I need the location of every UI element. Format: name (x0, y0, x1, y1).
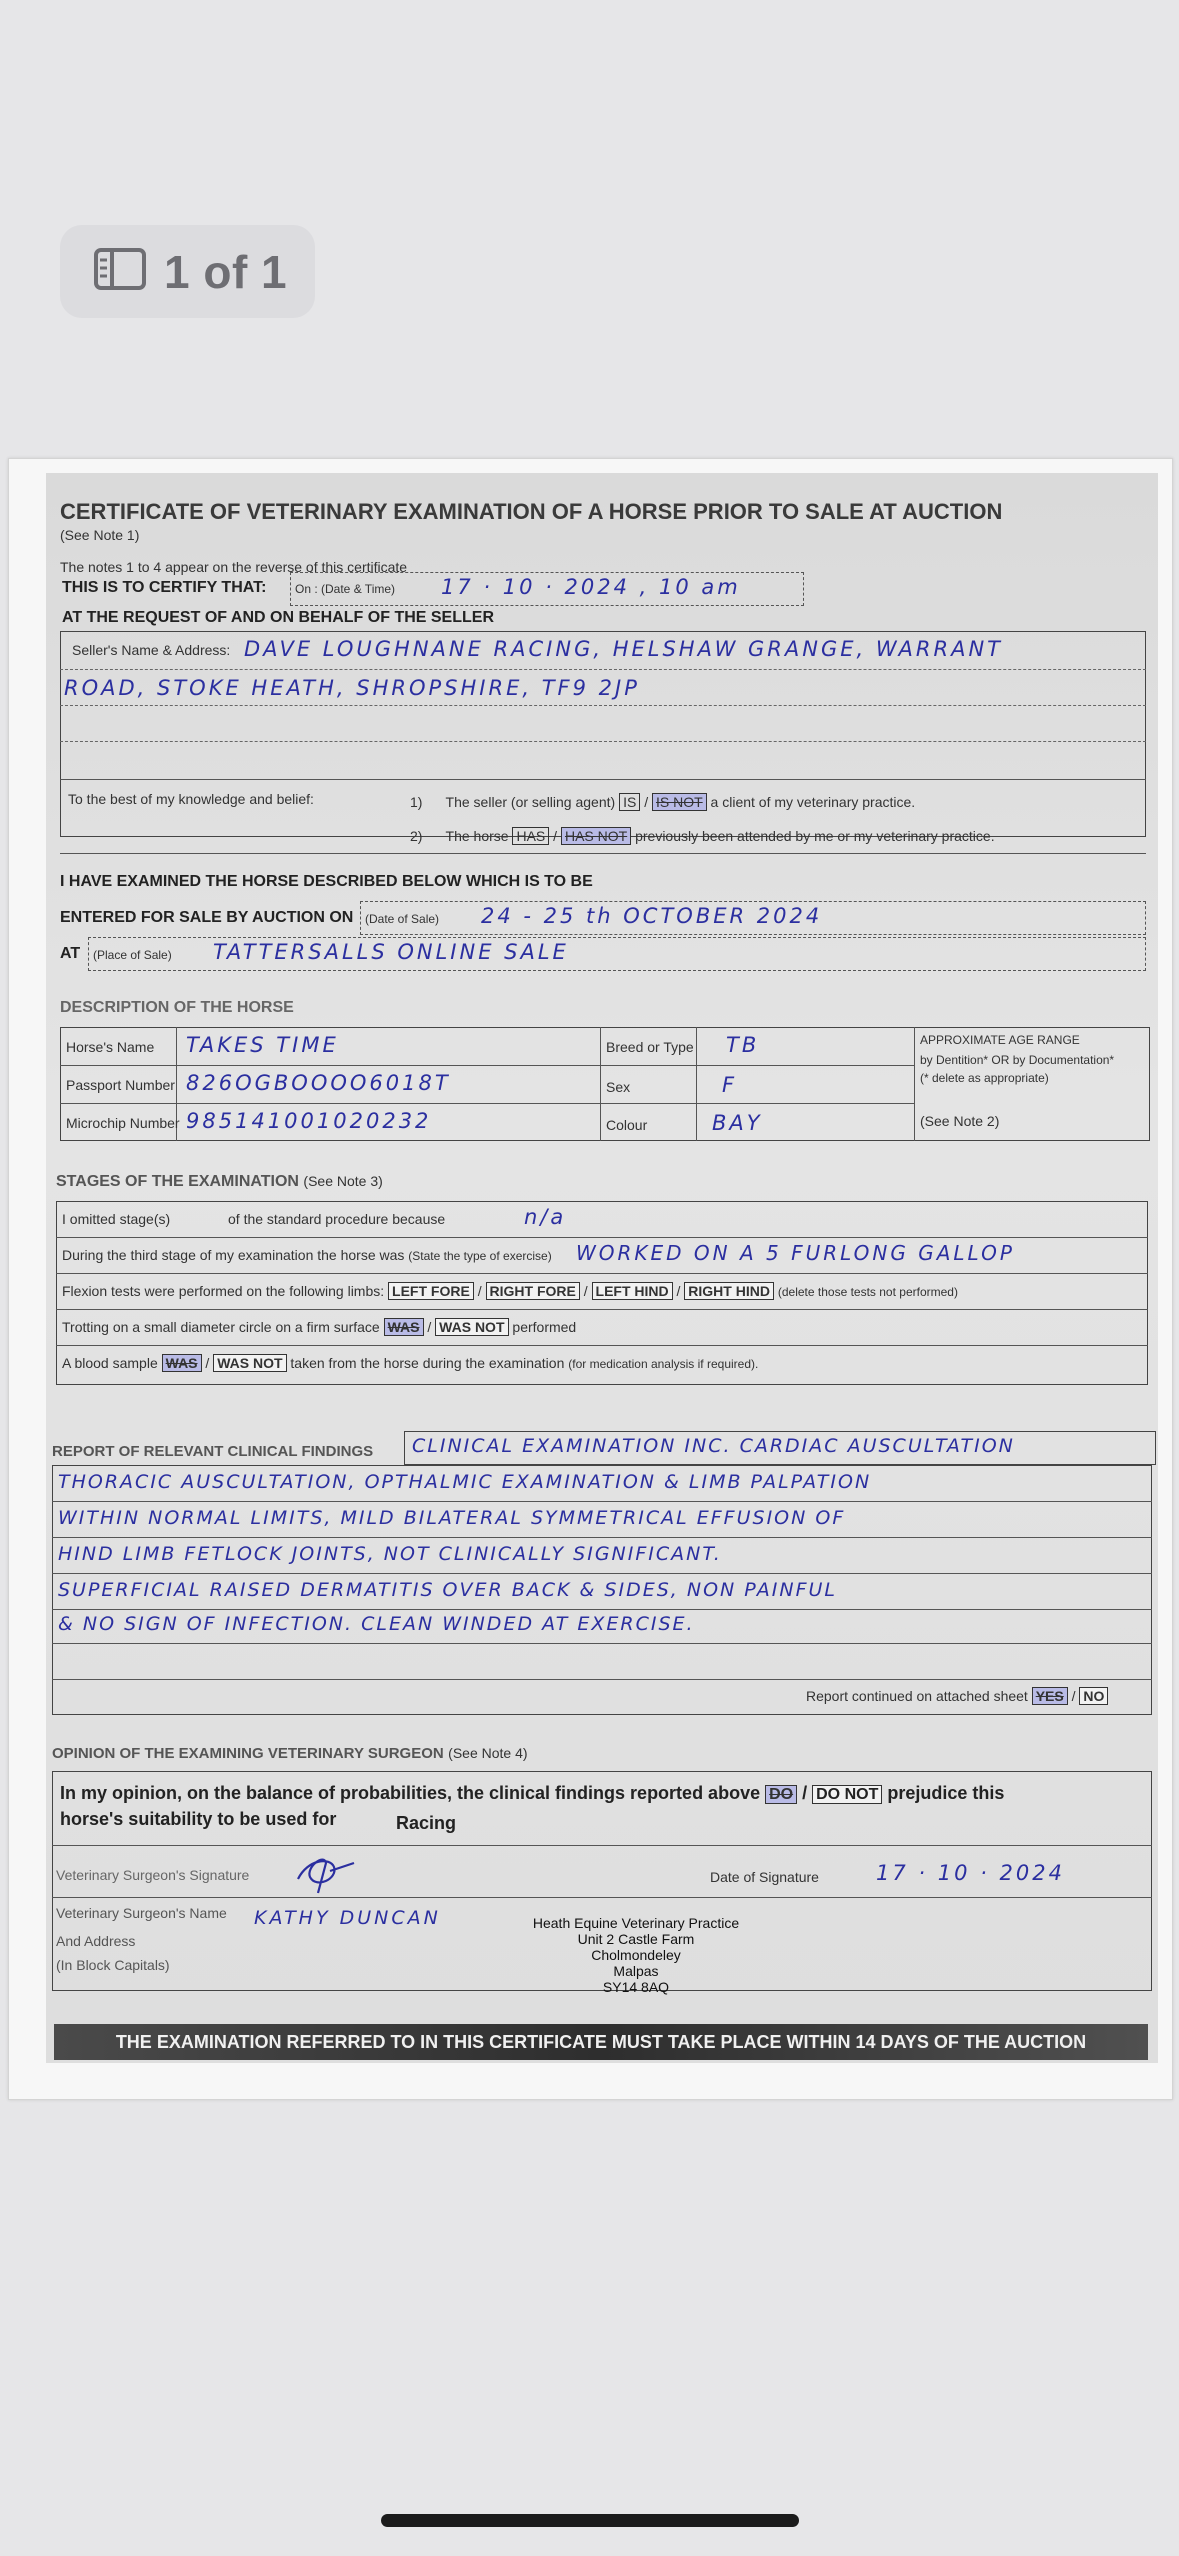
age-range-note: (See Note 2) (920, 1113, 1000, 1129)
opinion-text-line-2: horse's suitability to be used for (60, 1809, 337, 1829)
place-of-sale-label: (Place of Sale) (93, 948, 172, 962)
has-option[interactable]: HAS (512, 827, 549, 845)
page-indicator[interactable] (60, 225, 315, 318)
belief-label: To the best of my knowledge and belief: (68, 791, 314, 807)
practice-address: Heath Equine Veterinary Practice Unit 2 Castle Farm Cholmondeley Malpas SY14 8AQ (532, 1915, 740, 1995)
address-label-2: (In Block Capitals) (56, 1957, 170, 1973)
omitted-label: I omitted stage(s) (62, 1211, 171, 1227)
divider (56, 1273, 1148, 1274)
opinion-text: In my opinion, on the balance of probabilities, the clinical findings reported above DO / DO NOT prejudice this (60, 1783, 1005, 1803)
report-heading: REPORT OF RELEVANT CLINICAL FINDINGS (52, 1443, 374, 1460)
belief-1: 1) The seller (or selling agent) IS / IS NOT a client of my veterinary practice. (410, 794, 916, 810)
divider (600, 1027, 601, 1141)
divider (52, 1679, 1152, 1680)
divider (52, 1501, 1152, 1502)
belief-2: 2) The horse HAS / HAS NOT previously been attended by me or my veterinary practice. (410, 828, 995, 844)
see-note-1: (See Note 1) (60, 527, 140, 543)
divider (56, 1309, 1148, 1310)
divider (60, 779, 1146, 780)
report-line-5: & NO SIGN OF INFECTION. CLEAN WINDED AT EXERCISE. (58, 1613, 695, 1635)
microchip-value: 985141001020232 (186, 1109, 432, 1133)
sex-value: F (722, 1073, 738, 1097)
flexion-row: Flexion tests were performed on the following limbs: LEFT FORE / RIGHT FORE / LEFT HIND / RIGHT HIND (delete those tests not performed) (62, 1283, 958, 1299)
divider (52, 1897, 1152, 1898)
is-not-option[interactable]: IS NOT (652, 793, 707, 811)
third-stage-value: WORKED ON A 5 FURLONG GALLOP (576, 1241, 1015, 1265)
third-stage-label: During the third stage of my examination the horse was (State the type of exercise) (62, 1247, 552, 1263)
certify-label: THIS IS TO CERTIFY THAT: (62, 579, 267, 596)
age-range-line-2: by Dentition* OR by Documentation* (920, 1053, 1115, 1067)
place-of-sale-field (88, 937, 1146, 971)
report-line-3: HIND LIMB FETLOCK JOINTS, NOT CLINICALLY SIGNIFICANT. (58, 1543, 722, 1565)
divider (52, 1573, 1152, 1574)
date-signature-label: Date of Signature (710, 1869, 819, 1885)
opinion-use: Racing (396, 1813, 457, 1833)
age-range-line-3: (* delete as appropriate) (920, 1071, 1049, 1085)
stages-heading: STAGES OF THE EXAMINATION (See Note 3) (56, 1173, 383, 1190)
flex-left-hind[interactable]: LEFT HIND (592, 1282, 673, 1300)
examined-label: I HAVE EXAMINED THE HORSE DESCRIBED BELOW WHICH IS TO BE (60, 873, 593, 890)
microchip-label: Microchip Number (66, 1115, 180, 1131)
passport-label: Passport Number (66, 1077, 175, 1093)
certificate-title: CERTIFICATE OF VETERINARY EXAMINATION OF A HORSE PRIOR TO SALE AT AUCTION (60, 499, 1003, 524)
place-of-sale-value: TATTERSALLS ONLINE SALE (213, 940, 569, 964)
colour-label: Colour (606, 1117, 648, 1133)
divider (52, 1609, 1152, 1610)
sidebar-icon (94, 248, 146, 295)
report-line-1: THORACIC AUSCULTATION, OPTHALMIC EXAMINATION & LIMB PALPATION (58, 1471, 872, 1493)
flex-right-hind[interactable]: RIGHT HIND (684, 1282, 774, 1300)
continued-row: Report continued on attached sheet YES / NO (806, 1688, 1108, 1704)
seller-label: Seller's Name & Address: (72, 642, 231, 658)
omitted-value: n/a (524, 1205, 567, 1229)
date-of-sale-value: 24 - 25 th OCTOBER 2024 (481, 904, 823, 928)
divider (52, 1845, 1152, 1846)
vet-name-value: KATHY DUNCAN (254, 1907, 441, 1929)
age-range-title: APPROXIMATE AGE RANGE (920, 1033, 1080, 1047)
vet-name-label: Veterinary Surgeon's Name (56, 1905, 227, 1921)
divider (60, 669, 1146, 670)
report-line-2: WITHIN NORMAL LIMITS, MILD BILATERAL SYMMETRICAL EFFUSION OF (58, 1507, 846, 1529)
certificate (46, 473, 1158, 2063)
notes-line: The notes 1 to 4 appear on the reverse of this certificate (60, 559, 408, 575)
horse-name-value: TAKES TIME (186, 1033, 339, 1057)
exam-date-value: 17 · 10 · 2024 , 10 am (441, 575, 741, 599)
breed-label: Breed or Type (606, 1039, 694, 1055)
blood-row: A blood sample WAS / WAS NOT taken from the horse during the examination (for medication analysis if required). (62, 1355, 759, 1371)
document-page[interactable] (8, 458, 1173, 2100)
divider (60, 741, 1146, 742)
flex-left-fore[interactable]: LEFT FORE (388, 1282, 474, 1300)
signature-label: Veterinary Surgeon's Signature (56, 1867, 250, 1883)
date-signature-value: 17 · 10 · 2024 (876, 1861, 1065, 1885)
has-not-option[interactable]: HAS NOT (561, 827, 631, 845)
entered-label: ENTERED FOR SALE BY AUCTION ON (60, 909, 354, 926)
date-of-sale-label: (Date of Sale) (365, 912, 440, 926)
omitted-mid: of the standard procedure because (228, 1211, 446, 1227)
trot-was-option[interactable]: WAS (384, 1318, 424, 1336)
divider (60, 1065, 914, 1066)
passport-value: 826OGBOOOO6018T (186, 1071, 451, 1095)
breed-value: TB (726, 1033, 760, 1057)
exam-date-field (290, 572, 804, 606)
continued-no-option[interactable]: NO (1079, 1687, 1108, 1705)
trot-was-not-option[interactable]: WAS NOT (435, 1318, 508, 1336)
seller-line-1: DAVE LOUGHNANE RACING, HELSHAW GRANGE, WARRANT (244, 637, 1004, 661)
opinion-heading: OPINION OF THE EXAMINING VETERINARY SURGEON (See Note 4) (52, 1745, 528, 1762)
is-option[interactable]: IS (619, 793, 640, 811)
divider (696, 1027, 697, 1141)
trotting-row: Trotting on a small diameter circle on a firm surface WAS / WAS NOT performed (62, 1319, 577, 1335)
signature-mark (290, 1849, 360, 1900)
flex-right-fore[interactable]: RIGHT FORE (486, 1282, 580, 1300)
home-indicator[interactable] (381, 2514, 799, 2527)
divider (60, 1103, 914, 1104)
sex-label: Sex (606, 1079, 631, 1095)
date-of-sale-field (360, 901, 1146, 935)
address-label: And Address (56, 1933, 136, 1949)
continued-yes-option[interactable]: YES (1032, 1687, 1068, 1705)
colour-value: BAY (712, 1111, 763, 1135)
blood-was-not-option[interactable]: WAS NOT (213, 1354, 286, 1372)
divider (56, 1237, 1148, 1238)
divider (914, 1027, 915, 1141)
deadline-banner: THE EXAMINATION REFERRED TO IN THIS CERTIFICATE MUST TAKE PLACE WITHIN 14 DAYS OF THE AUCTION (54, 2024, 1148, 2060)
divider (52, 1537, 1152, 1538)
horse-name-label: Horse's Name (66, 1039, 155, 1055)
report-line-4: SUPERFICIAL RAISED DERMATITIS OVER BACK & SIDES, NON PAINFUL (58, 1579, 838, 1601)
page-count: 1 of 1 (164, 245, 288, 298)
blood-was-option[interactable]: WAS (162, 1354, 202, 1372)
on-label: On : (Date & Time) (295, 582, 396, 596)
at-label: AT (60, 945, 81, 962)
divider (60, 705, 1146, 706)
request-label: AT THE REQUEST OF AND ON BEHALF OF THE SELLER (62, 609, 494, 626)
divider (56, 1345, 1148, 1346)
report-line-0: CLINICAL EXAMINATION INC. CARDIAC AUSCULTATION (412, 1435, 1015, 1457)
description-heading: DESCRIPTION OF THE HORSE (60, 999, 294, 1016)
divider (52, 1643, 1152, 1644)
opinion-do-not-option[interactable]: DO NOT (812, 1785, 882, 1804)
seller-line-2: ROAD, STOKE HEATH, SHROPSHIRE, TF9 2JP (64, 676, 640, 700)
opinion-do-option[interactable]: DO (765, 1785, 797, 1804)
divider (60, 853, 1146, 854)
